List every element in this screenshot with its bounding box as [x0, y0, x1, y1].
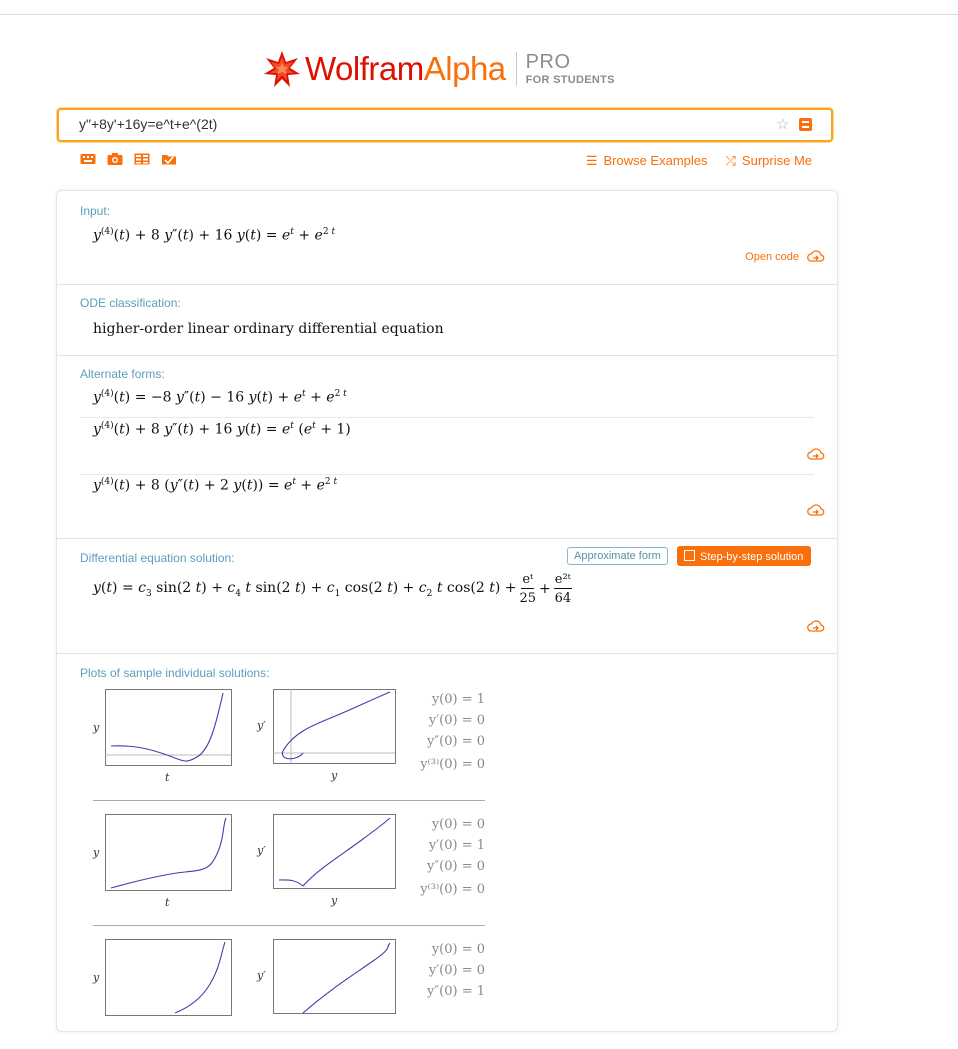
initial-condition: y″(0) = 0	[426, 859, 485, 874]
y-axis-label: y	[331, 894, 338, 907]
shuffle-icon: ⤮	[725, 153, 736, 168]
alternate-form-1: $y^{(4)}(t) = -8$ y″(t) − 16 $y(t) + e^t + e^{2 t}$	[93, 389, 347, 406]
browse-examples-link[interactable]: ☰ Browse Examples	[585, 153, 708, 168]
alternate-form-3: $y^{(4)}(t) + 8$ (y″(t) + 2 $y(t)) = e^t + e^{2 t}$	[93, 477, 338, 494]
approximate-form-button[interactable]: Approximate form	[567, 547, 668, 565]
solution-expression: $y(t) = c_3$ sin(2 $t) + c_4$ t sin(2 $t) + c_1$ cos(2 $t) + c_2$ t cos(2 t) + $\frac{\text{eᵗ}}{25}$ + $\frac{\text{e²ᵗ}}{64}$	[93, 572, 572, 606]
yprime-axis-label: y′	[257, 719, 266, 732]
t-axis-label: t	[165, 896, 170, 909]
camera-icon[interactable]	[107, 152, 123, 166]
initial-condition: y(0) = 1	[431, 692, 485, 707]
input-pod	[57, 191, 837, 285]
initial-condition: y(0) = 0	[431, 817, 485, 832]
fraction-2: $\frac{\text{e²ᵗ}}{64}$	[554, 572, 572, 606]
input-tools	[80, 152, 177, 166]
yprime-axis-label: y′	[257, 844, 266, 857]
results-card	[56, 190, 838, 1032]
y-axis-label: y	[331, 769, 338, 782]
form-divider	[80, 417, 814, 418]
y-axis-label: y	[93, 846, 100, 859]
pro-badge	[526, 52, 615, 86]
surprise-me-link[interactable]: ⤮ Surprise Me	[725, 153, 812, 168]
query-bar	[57, 108, 833, 142]
open-code-link[interactable]: Open code	[745, 251, 799, 263]
top-links	[586, 153, 812, 169]
cloud-save-icon[interactable]	[807, 448, 825, 460]
table-icon[interactable]	[134, 152, 150, 166]
plot-row-2	[57, 814, 497, 924]
pro-label: PRO	[525, 51, 571, 73]
form-divider	[80, 474, 814, 475]
phase-plot	[273, 689, 397, 765]
phase-plot	[273, 814, 397, 890]
compute-button-icon[interactable]	[799, 118, 812, 131]
logo-separator	[516, 52, 517, 86]
keyboard-icon[interactable]	[80, 152, 96, 166]
initial-condition: y⁽³⁾(0) = 0	[420, 882, 485, 897]
query-input[interactable]	[79, 116, 739, 132]
classification-pod	[57, 284, 837, 356]
y-vs-t-plot	[105, 689, 233, 767]
alternate-forms-pod	[57, 355, 837, 539]
plot-row-1	[57, 689, 497, 799]
initial-condition: y′(0) = 1	[428, 838, 485, 853]
cloud-save-icon[interactable]	[807, 620, 825, 632]
list-icon: ☰	[585, 153, 598, 168]
logo-wordmark: WolframAlpha	[305, 50, 506, 87]
plot-row-divider	[93, 800, 485, 801]
plot-row-3	[57, 939, 497, 1049]
initial-condition: y(0) = 0	[431, 942, 485, 957]
initial-condition: y″(0) = 1	[426, 984, 485, 999]
wolframalpha-logo[interactable]	[263, 48, 615, 90]
plot-row-divider	[93, 925, 485, 926]
y-vs-t-plot	[105, 814, 233, 892]
step-by-step-button[interactable]: Step-by-step solution	[677, 546, 811, 566]
wolfram-spikey-icon	[263, 50, 301, 88]
pod-title: Plots of sample individual solutions:	[80, 666, 270, 680]
initial-condition: y′(0) = 0	[428, 713, 485, 728]
cloud-save-icon[interactable]	[807, 504, 825, 516]
input-expression: $y^{(4)}(t) + 8$ y″(t) + 16 $y(t) = e^t + e^{2 t}$	[93, 227, 336, 244]
initial-condition: y⁽³⁾(0) = 0	[420, 757, 485, 772]
pod-title: Differential equation solution:	[80, 551, 235, 565]
pod-title: ODE classification:	[80, 296, 181, 310]
pod-title: Input:	[80, 204, 111, 218]
initial-condition: y′(0) = 0	[428, 963, 485, 978]
fraction-1: $\frac{\text{eᵗ}}{25}$	[519, 572, 537, 606]
t-axis-label: t	[165, 771, 170, 784]
folder-icon[interactable]	[161, 152, 177, 166]
top-divider	[0, 14, 958, 15]
classification-text: higher-order linear ordinary differential equation	[93, 321, 444, 337]
y-axis-label: y	[93, 721, 100, 734]
checkbox-icon	[684, 550, 695, 561]
y-vs-t-plot	[105, 939, 233, 1017]
initial-condition: y″(0) = 0	[426, 734, 485, 749]
plots-pod	[57, 653, 837, 1033]
phase-plot	[273, 939, 397, 1015]
cloud-save-icon[interactable]	[807, 250, 825, 262]
yprime-axis-label: y′	[257, 969, 266, 982]
favorite-star-icon[interactable]: ☆	[776, 116, 790, 133]
tier-label: FOR STUDENTS	[525, 74, 615, 86]
alternate-form-2: $y^{(4)}(t) + 8$ y″(t) + 16 $y(t) = e^t$ $(e^t + 1)$	[93, 421, 351, 438]
y-axis-label: y	[93, 971, 100, 984]
pod-title: Alternate forms:	[80, 367, 165, 381]
